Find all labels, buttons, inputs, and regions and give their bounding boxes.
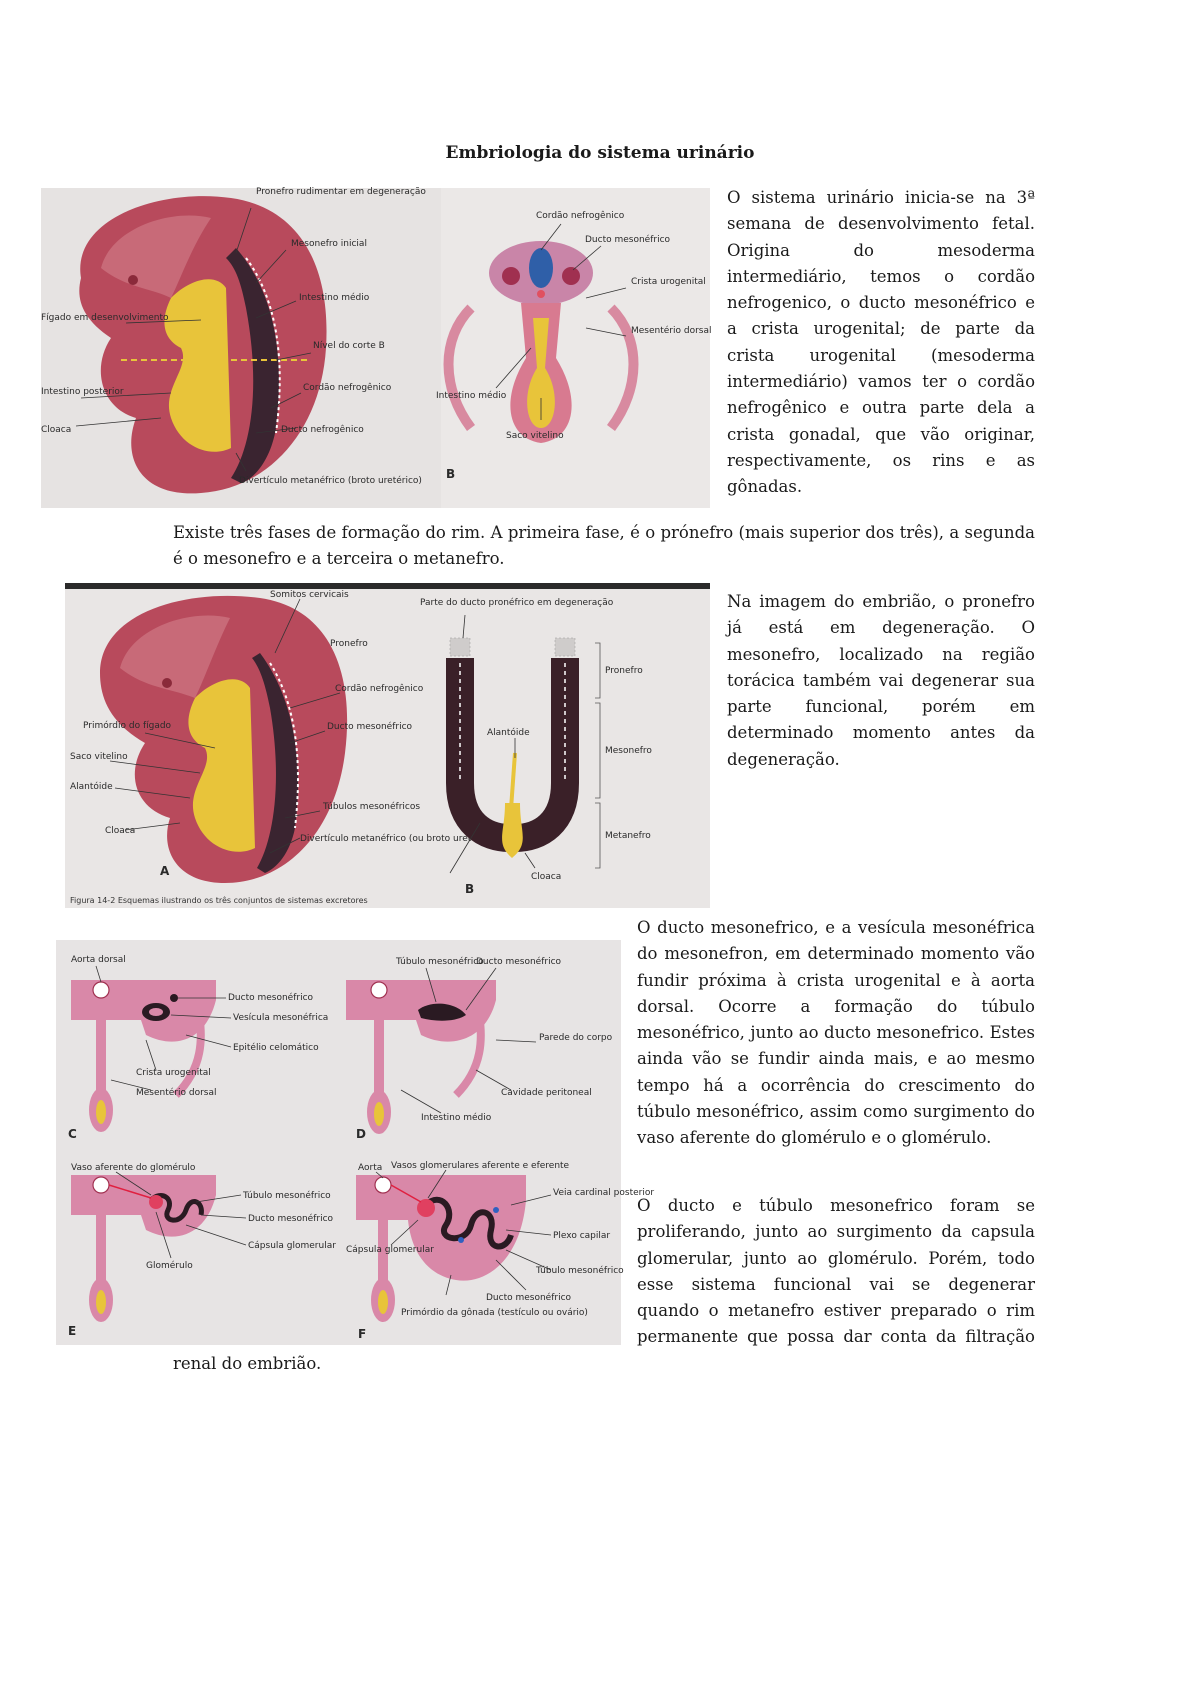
label-cordao: Cordão nefrogênico — [335, 684, 424, 694]
label-alantoide-b: Alantóide — [487, 728, 530, 738]
label-cloaca-a: Cloaca — [105, 826, 136, 836]
figure-mesonephros-sections — [56, 940, 655, 1345]
label-nivel-corte: Nível do corte B — [313, 341, 385, 351]
label-parede: Parede do corpo — [539, 1033, 613, 1043]
label-primordio-gonada: Primórdio da gônada (testículo ou ovário) — [401, 1308, 588, 1318]
label-cloaca: Cloaca — [41, 425, 72, 435]
figure-embryo-kidney-phases — [65, 583, 710, 908]
label-cavidade: Cavidade peritoneal — [501, 1088, 592, 1098]
panel-letter-e: E — [68, 1324, 77, 1338]
label-veia: Veia cardinal posterior — [553, 1188, 655, 1198]
figure-letter-a: A — [160, 864, 170, 878]
label-mesonefro-inicial: Mesonefro inicial — [291, 239, 367, 249]
label-diverticulo: Divertículo metanéfrico (broto uretérico) — [239, 476, 422, 486]
label-diverticulo: Divertículo metanéfrico (ou broto uretérico) — [300, 834, 497, 844]
label-primordio: Primórdio do fígado — [83, 721, 172, 731]
label-parte-ducto: Parte do ducto pronéfrico em degeneração — [420, 598, 614, 608]
label-glomerulo: Glomérulo — [146, 1261, 193, 1271]
label-intestino-posterior: Intestino posterior — [41, 387, 124, 397]
paragraph-intro: O sistema urinário inicia-se na 3ª semana de desenvolvimento fetal. Origina do mesoderma intermediário, temos o cordão nefrogenico, o ducto mesonéfrico e a crista urogenital; de parte da crista urogenital (mesoderma intermediário) vamos ter o cordão nefrogênico e outra parte dela a crista gonadal, que vão originar, respectivamente, os rins e as gônadas. — [727, 188, 1035, 497]
figure-embryo-cross-section — [41, 188, 710, 508]
label-capsula-e: Cápsula glomerular — [248, 1241, 336, 1251]
label-tubulo-f: Túbulo mesonéfrico — [536, 1266, 624, 1276]
figure-caption: Figura 14-2 Esquemas ilustrando os três conjuntos de sistemas excretores — [70, 896, 368, 905]
label-crista: Crista urogenital — [136, 1068, 211, 1078]
label-aorta-dorsal: Aorta dorsal — [71, 955, 126, 965]
label-tubulo-d: Túbulo mesonéfrico — [396, 957, 484, 967]
label-metanefro: Metanefro — [605, 831, 651, 841]
paragraph-mesonefrico: O ducto mesonefrico, e a vesícula mesonéfrica do mesonefron, em determinado momento vão fundir próxima à crista urogenital e à aorta dorsal. Ocorre a formação do túbulo mesonéfrico, junto ao ducto mesonefrico. Estes ainda vão se fundir ainda mais, e ao mesmo tempo há a ocorrência do crescimento do túbulo mesonéfrico, assim como surgimento do vaso aferente do glomérulo e o glomérulo. — [637, 918, 1035, 1148]
panel-letter-c: C — [68, 1127, 77, 1141]
label-ducto-f: Ducto mesonéfrico — [486, 1293, 572, 1303]
label-b-mesenterio: Mesentério dorsal — [631, 326, 712, 336]
paragraph-proliferacao: O ducto e túbulo mesonefrico foram se proliferando, junto ao surgimento da capsula glomerular, junto ao glomérulo. Porém, todo esse sistema funcional vai se degenerar quando o metanefro estiver preparado o rim permanente que possa dar conta da filtração — [637, 1196, 1035, 1347]
label-cloaca-b: Cloaca — [531, 872, 562, 882]
label-b-intestino: Intestino médio — [436, 391, 507, 401]
label-mesenterio: Mesentério dorsal — [136, 1088, 217, 1098]
label-cordao: Cordão nefrogênico — [303, 383, 392, 393]
label-somitos: Somitos cervicais — [270, 590, 349, 600]
label-epitelio: Epitélio celomático — [233, 1043, 319, 1053]
label-b-crista: Crista urogenital — [631, 277, 706, 287]
figure-letter-b: B — [446, 467, 456, 481]
label-ducto: Ducto mesonéfrico — [327, 722, 413, 732]
figure-letter-b: B — [465, 882, 475, 896]
label-vasos: Vasos glomerulares aferente e eferente — [391, 1161, 570, 1171]
label-pronefro: Pronefro — [605, 666, 643, 676]
label-b-ducto: Ducto mesonéfrico — [585, 235, 671, 245]
label-b-cordao: Cordão nefrogênico — [536, 211, 625, 221]
label-pronefro: Pronefro rudimentar em degeneração — [256, 187, 426, 197]
label-ducto-d: Ducto mesonéfrico — [476, 957, 562, 967]
label-mesonefro: Mesonefro — [605, 746, 652, 756]
panel-letter-d: D — [356, 1127, 366, 1141]
label-intestino-medio: Intestino médio — [299, 293, 370, 303]
panel-letter-f: F — [358, 1327, 367, 1341]
label-vaso-aferente: Vaso aferente do glomérulo — [71, 1163, 196, 1173]
label-tubulos: Túbulos mesonéfricos — [323, 802, 421, 812]
label-vesicula: Vesícula mesonéfrica — [233, 1013, 329, 1023]
label-plexo: Plexo capilar — [553, 1231, 611, 1241]
label-ducto-c: Ducto mesonéfrico — [228, 993, 314, 1003]
label-ducto-nefrogenico: Ducto nefrogênico — [281, 425, 364, 435]
label-figado: Fígado em desenvolvimento — [41, 313, 169, 323]
label-tubulo-e: Túbulo mesonéfrico — [243, 1191, 331, 1201]
label-pronefro-small: Pronefro — [330, 639, 368, 649]
label-ducto-e: Ducto mesonéfrico — [248, 1214, 334, 1224]
paragraph-pronefro: Na imagem do embrião, o pronefro já está em degeneração. O mesonefro, localizado na região torácica também vai degenerar sua parte funcional, porém em determinado momento antes da degeneração. — [727, 592, 1035, 769]
label-alantoide-a: Alantóide — [70, 782, 113, 792]
label-aorta-f: Aorta — [358, 1163, 383, 1173]
page-title: Embriologia do sistema urinário — [445, 143, 755, 163]
label-intestino: Intestino médio — [421, 1113, 492, 1123]
paragraph-proliferacao-end: renal do embrião. — [173, 1354, 322, 1373]
label-saco: Saco vitelino — [70, 752, 128, 762]
label-capsula-f: Cápsula glomerular — [346, 1245, 434, 1255]
label-b-saco: Saco vitelino — [506, 431, 564, 441]
paragraph-phases: Existe três fases de formação do rim. A primeira fase, é o prónefro (mais superior dos três), a segunda é o mesonefro e a terceira o metanefro. — [173, 523, 1035, 569]
